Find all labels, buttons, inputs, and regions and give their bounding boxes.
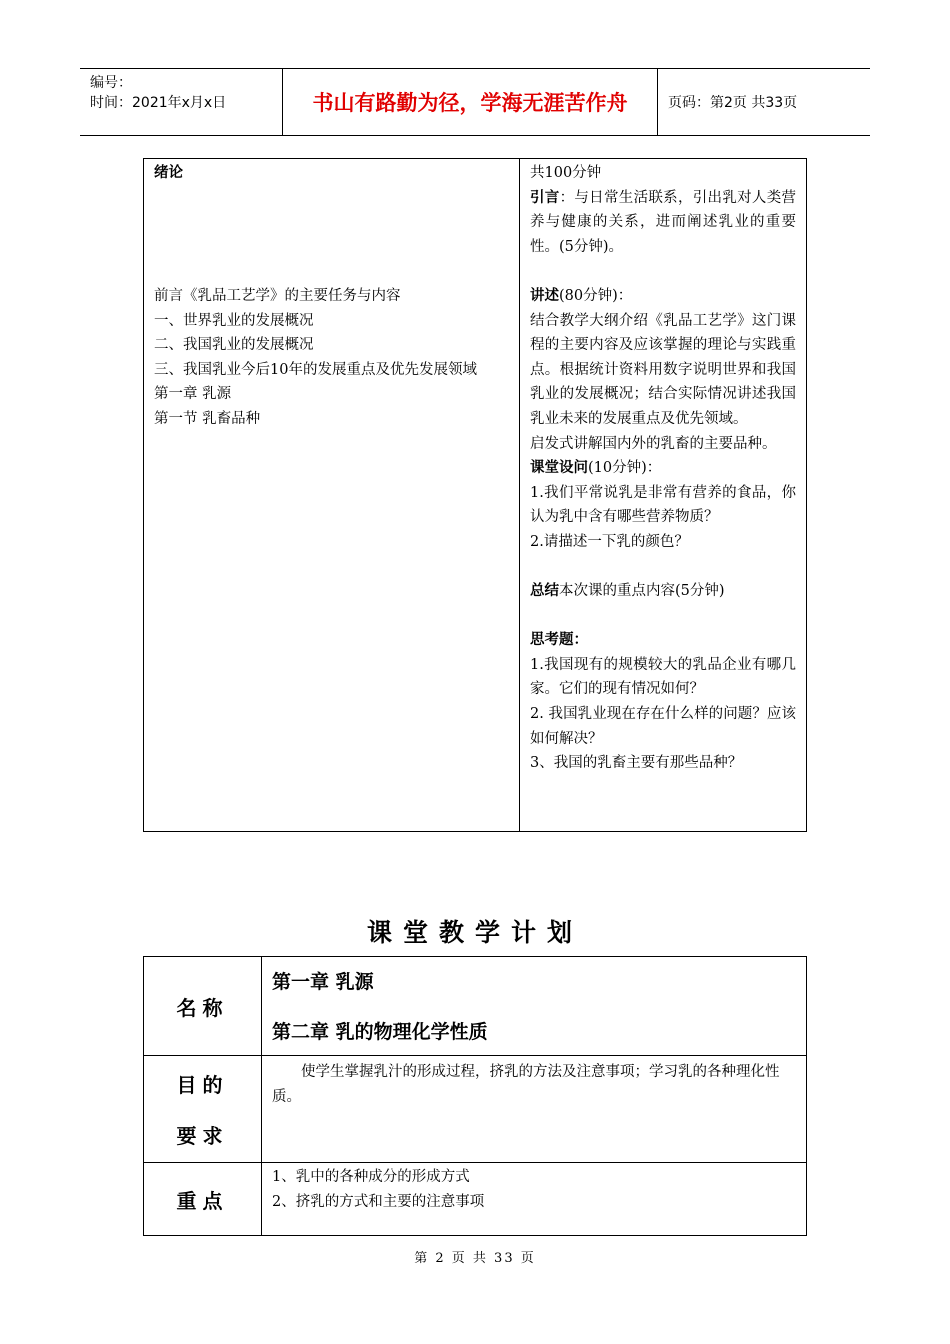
plan-table [143, 956, 807, 1236]
lesson-process-cell [520, 159, 807, 832]
chapter-name: 第一章 乳源 [272, 971, 374, 993]
think-item: 2. 我国乳业现在存在什么样的问题？应该如何解决？ [530, 706, 796, 747]
goal-label [144, 1056, 262, 1163]
lecture-label: 讲述 [530, 286, 559, 304]
name-cell [262, 957, 807, 1056]
goal-text: 使学生掌握乳汁的形成过程，挤乳的方法及注意事项；学习乳的各种理化性质。 [262, 1056, 807, 1163]
name-label: 名称 [144, 957, 262, 1056]
outline-item: 三、我国乳业今后10年的发展重点及优先发展领域 [154, 361, 477, 378]
intro-paragraph [530, 186, 796, 260]
qa-label: 课堂设问 [530, 459, 588, 477]
chapter-name: 第二章 乳的物理化学性质 [272, 1021, 488, 1043]
qa-time: (10分钟)： [588, 460, 662, 477]
outline-item: 第一节 乳畜品种 [154, 410, 261, 427]
page-header [80, 68, 870, 136]
lecture-paragraph-2: 启发式讲解国内外的乳畜的主要品种。 [530, 435, 777, 452]
lecture-paragraph-1: 结合教学大纲介绍《乳品工艺学》这门课程的主要内容及应该掌握的理论与实践重点。根据统计资料用数字说明世界和我国乳业的发展概况；结合实际情况讲述我国乳业未来的发展重点及优先领域。 [530, 312, 796, 427]
key-cell [262, 1163, 807, 1236]
intro-label: 引言 [530, 188, 560, 206]
header-left [80, 69, 282, 135]
total-time: 共100分钟 [530, 165, 602, 181]
plan-title: 课堂教学计划 [366, 918, 583, 947]
time-label: 时间：2021年x月x日 [90, 95, 227, 111]
think-item: 1.我国现有的规模较大的乳品企业有哪几家。它们的现有情况如何？ [530, 656, 796, 698]
key-label: 重点 [144, 1163, 262, 1236]
goal-label-line-1: 目的 [176, 1073, 229, 1097]
number-label: 编号： [90, 75, 132, 91]
key-item: 2、挤乳的方式和主要的注意事项 [272, 1194, 485, 1210]
lecture-heading [530, 284, 796, 309]
think-heading: 思考题： [530, 631, 588, 649]
outline-item: 前言《乳品工艺学》的主要任务与内容 [154, 287, 401, 304]
lecture-time: (80分钟)： [559, 287, 633, 304]
summary-label: 总结 [530, 582, 559, 600]
intro-text: ：与日常生活联系，引出乳对人类营养与健康的关系，进而阐述乳业的重要性。(5分钟)。 [530, 189, 797, 255]
page-info: 页码：第2页 共33页 [668, 95, 798, 111]
goal-label-line-2: 要求 [176, 1124, 229, 1148]
lesson-outline-cell [144, 159, 520, 832]
qa-heading [530, 456, 796, 481]
outline-item: 第一章 乳源 [154, 386, 232, 403]
qa-item: 1.我们平常说乳是非常有营养的食品，你认为乳中含有哪些营养物质？ [530, 484, 796, 526]
outline-title: 绪论 [154, 164, 183, 181]
key-item: 1、乳中的各种成分的形成方式 [272, 1169, 470, 1185]
think-item: 3、我国的乳畜主要有那些品种？ [530, 755, 743, 772]
page-footer: 第 2 页 共 33 页 [414, 1251, 536, 1266]
summary-line [530, 579, 796, 604]
lesson-table [143, 158, 807, 832]
qa-item: 2.请描述一下乳的颜色？ [530, 533, 689, 550]
outline-item: 一、世界乳业的发展概况 [154, 312, 314, 329]
summary-text: 本次课的重点内容(5分钟) [559, 583, 725, 600]
motto: 书山有路勤为径，学海无涯苦作舟 [282, 69, 658, 135]
outline-item: 二、我国乳业的发展概况 [154, 337, 314, 354]
